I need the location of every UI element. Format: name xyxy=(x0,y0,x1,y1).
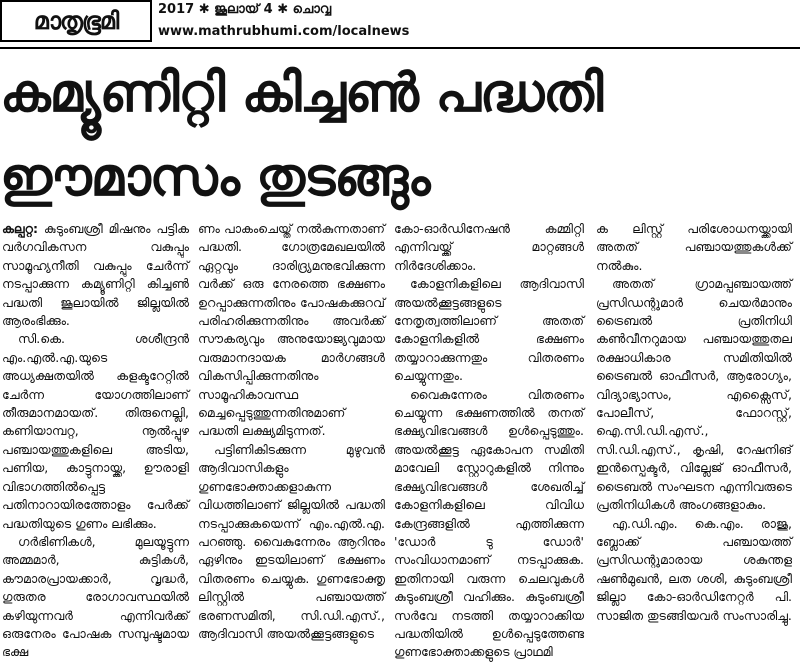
dateline: കല്പറ്റ: xyxy=(2,221,38,236)
article-paragraph: എ.ഡി.എം. കെ.എം. രാജു, ബ്ലോക്ക് പഞ്ചായത്ത് പ്രസിഡന്റുമാരായ ശകുന്തള ഷൺമുഖൻ, ലത ശശി, കുടുംബശ്രീ ജില്ലാ കോ-ഓർഡിനേറ്റർ പി. സാജിത തുടങ്ങിയവർ സംസാരിച്ചു. xyxy=(596,515,792,623)
article-paragraph xyxy=(2,220,189,330)
article-paragraph: അതത് ഗ്രാമപ്പഞ്ചായത്ത് പ്രസിഡന്റുമാർ ചെയർമാനും ട്രൈബൽ പ്രതിനിധി കൺവീനറുമായ പഞ്ചായത്തുതല രക്ഷാധികാര സമിതിയിൽ ട്രൈബൽ ഓഫീസർ, ആരോഗ്യം, വിദ്യാഭ്യാസം, എക്സൈസ്, പോലീസ്, ഫോറസ്റ്റ്, ഐ.സി.ഡി.എസ്., സി.ഡി.എസ്., കൃഷി, റേഷനിങ് ഇൻസ്പെക്ടർ, വില്ലേജ് ഓഫീസർ, ട്രൈബൽ സംഘടന എന്നിവരുടെ പ്രതിനിധികൾ അംഗങ്ങളാകും. xyxy=(596,276,792,513)
article-column-4 xyxy=(596,220,792,623)
article-paragraph: വൈകുന്നേരം വിതരണം ചെയ്യുന്ന ഭക്ഷണത്തിൽ തനത് ഭക്ഷ്യവിഭവങ്ങൾ ഉൾപ്പെടുത്തും. അയൽക്കൂട്ട ഏകോപന സമിതി മാവേലി സ്റ്റോറുകളിൽ നിന്നും ഭക്ഷ്യവിഭവങ്ങൾ ശേഖരിച്ച് കോളനികളിലെ വിവിധ കേന്ദ്രങ്ങളിൽ എത്തിക്കുന്ന 'ഡോർ ടു ഡോർ' സംവിധാനമാണ് നടപ്പാക്കുക. ഇതിനായി വരുന്ന ചെലവുകൾ കുടുംബശ്രീ വഹിക്കും. കുടുംബശ്രീ സർവേ നടത്തി തയ്യാറാക്കിയ പദ്ധതിയിൽ ഉൾപ്പെടുത്തേണ്ട ഗുണഭോക്താക്കളുടെ പ്രാഥമി xyxy=(394,386,584,660)
publication-date: 2017 ✱ ജൂലായ് 4 ✱ ചൊവ്വ xyxy=(158,2,332,17)
headline-line-2: ഈമാസം തുടങ്ങും xyxy=(0,147,430,208)
headline-line-1: കമ്യൂണിറ്റി കിച്ചൺ പദ്ധതി xyxy=(0,63,603,124)
article-paragraph: ണം പാകംചെയ്ത് നൽകുന്നതാണ് പദ്ധതി. ഗോത്രമേഖലയിൽ ഏറ്റവും ദാരിദ്ര്യമനുഭവിക്കുന്ന വർക്ക് ഒരു നേരത്തെ ഭക്ഷണം ഉറപ്പാക്കുന്നതിനും പോഷകക്കുറവ് പരിഹരിക്കുന്നതിനും അവർക്ക് സൗകര്യവും അനുയോജ്യവുമായ വരുമാനദായക മാർഗങ്ങൾ വികസിപ്പിക്കുന്നതിനും സാമൂഹികാവസ്ഥ മെച്ചപ്പെടുത്തുന്നതിനുമാണ് പദ്ധതി ലക്ഷ്യമിടുന്നത്. xyxy=(198,221,385,439)
mathrubhumi-logo: മാതൃഭൂമി xyxy=(0,0,152,42)
article-column-3 xyxy=(394,220,584,660)
masthead xyxy=(0,0,800,44)
article-column-1 xyxy=(2,220,189,660)
article-paragraph: കോളനികളിലെ ആദിവാസി അയൽക്കൂട്ടങ്ങളുടെ നേതൃത്വത്തിലാണ് അതത് കോളനികളിൽ ഭക്ഷണം തയ്യാറാക്കുന്നതും വിതരണം ചെയ്യുന്നതും. xyxy=(394,276,584,384)
article-paragraph: ഗർഭിണികൾ, മുലയൂട്ടുന്ന അമ്മമാർ, കുട്ടികൾ, കൗമാരപ്രായക്കാർ, വൃദ്ധർ, ഗുരുതര രോഗാവസ്ഥയിൽ കഴിയുന്നവർ എന്നിവർക്ക് ഒരുനേരം പോഷക സമ്പുഷ്ടമായ ഭക്ഷ xyxy=(2,533,189,660)
article-paragraph: സി.കെ. ശശീന്ദ്രൻ എം.എൽ.എ.യുടെ അധ്യക്ഷതയിൽ കളക്ടറേറ്റിൽ ചേർന്ന യോഗത്തിലാണ് തീരുമാനമായത്. തിരുനെല്ലി, കണിയാമ്പറ്റ, നൂൽപ്പുഴ പഞ്ചായത്തുകളിലെ അടിയ, പണിയ, കാട്ടുനായ്ക്ക, ഊരാളി വിഭാഗത്തിൽപ്പെട്ട പതിനാറായിരത്തോളം പേർക്ക് പദ്ധതിയുടെ ഗുണം ലഭിക്കും. xyxy=(2,331,189,531)
website-url[interactable]: www.mathrubhumi.com/localnews xyxy=(158,24,410,39)
article-paragraph: ക ലിസ്റ്റ് പരിശോധനയ്ക്കായി അതത് പഞ്ചായത്തുകൾക്ക് നൽകും. xyxy=(596,221,792,273)
article-column-2 xyxy=(198,220,385,641)
article-paragraph: പട്ടിണികിടക്കുന്ന മുഴുവൻ ആദിവാസികളും ഗുണഭോക്താക്കളാകുന്ന വിധത്തിലാണ് ജില്ലയിൽ പദ്ധതി നടപ്പാക്കുകയെന്ന് എം.എൽ.എ. പറഞ്ഞു. വൈകുന്നേരം ആറിനും ഏഴിനും ഇടയിലാണ് ഭക്ഷണം വിതരണം ചെയ്യുക. ഗുണഭോക്തൃ ലിസ്റ്റിൽ പഞ്ചായത്ത് ഭരണസമിതി, സി.ഡി.എസ്., ആദിവാസി അയൽക്കൂട്ടങ്ങളുടെ xyxy=(198,441,385,641)
paragraph-text: കുടുംബശ്രീ മിഷനും പട്ടിക വർഗവികസന വകുപ്പും സാമൂഹ്യനീതി വകുപ്പും ചേർന്ന് നടപ്പാക്കുന്ന കമ്യൂണിറ്റി കിച്ചൺ പദ്ധതി ജൂലായിൽ ജില്ലയിൽ ആരംഭിക്കും. xyxy=(2,221,189,329)
headline xyxy=(0,52,800,220)
masthead-divider xyxy=(0,47,800,49)
article-paragraph: കോ-ഓർഡിനേഷൻ കമ്മിറ്റി എന്നിവയ്ക്ക് മാറ്റങ്ങൾ നിർദേശിക്കാം. xyxy=(394,221,584,273)
